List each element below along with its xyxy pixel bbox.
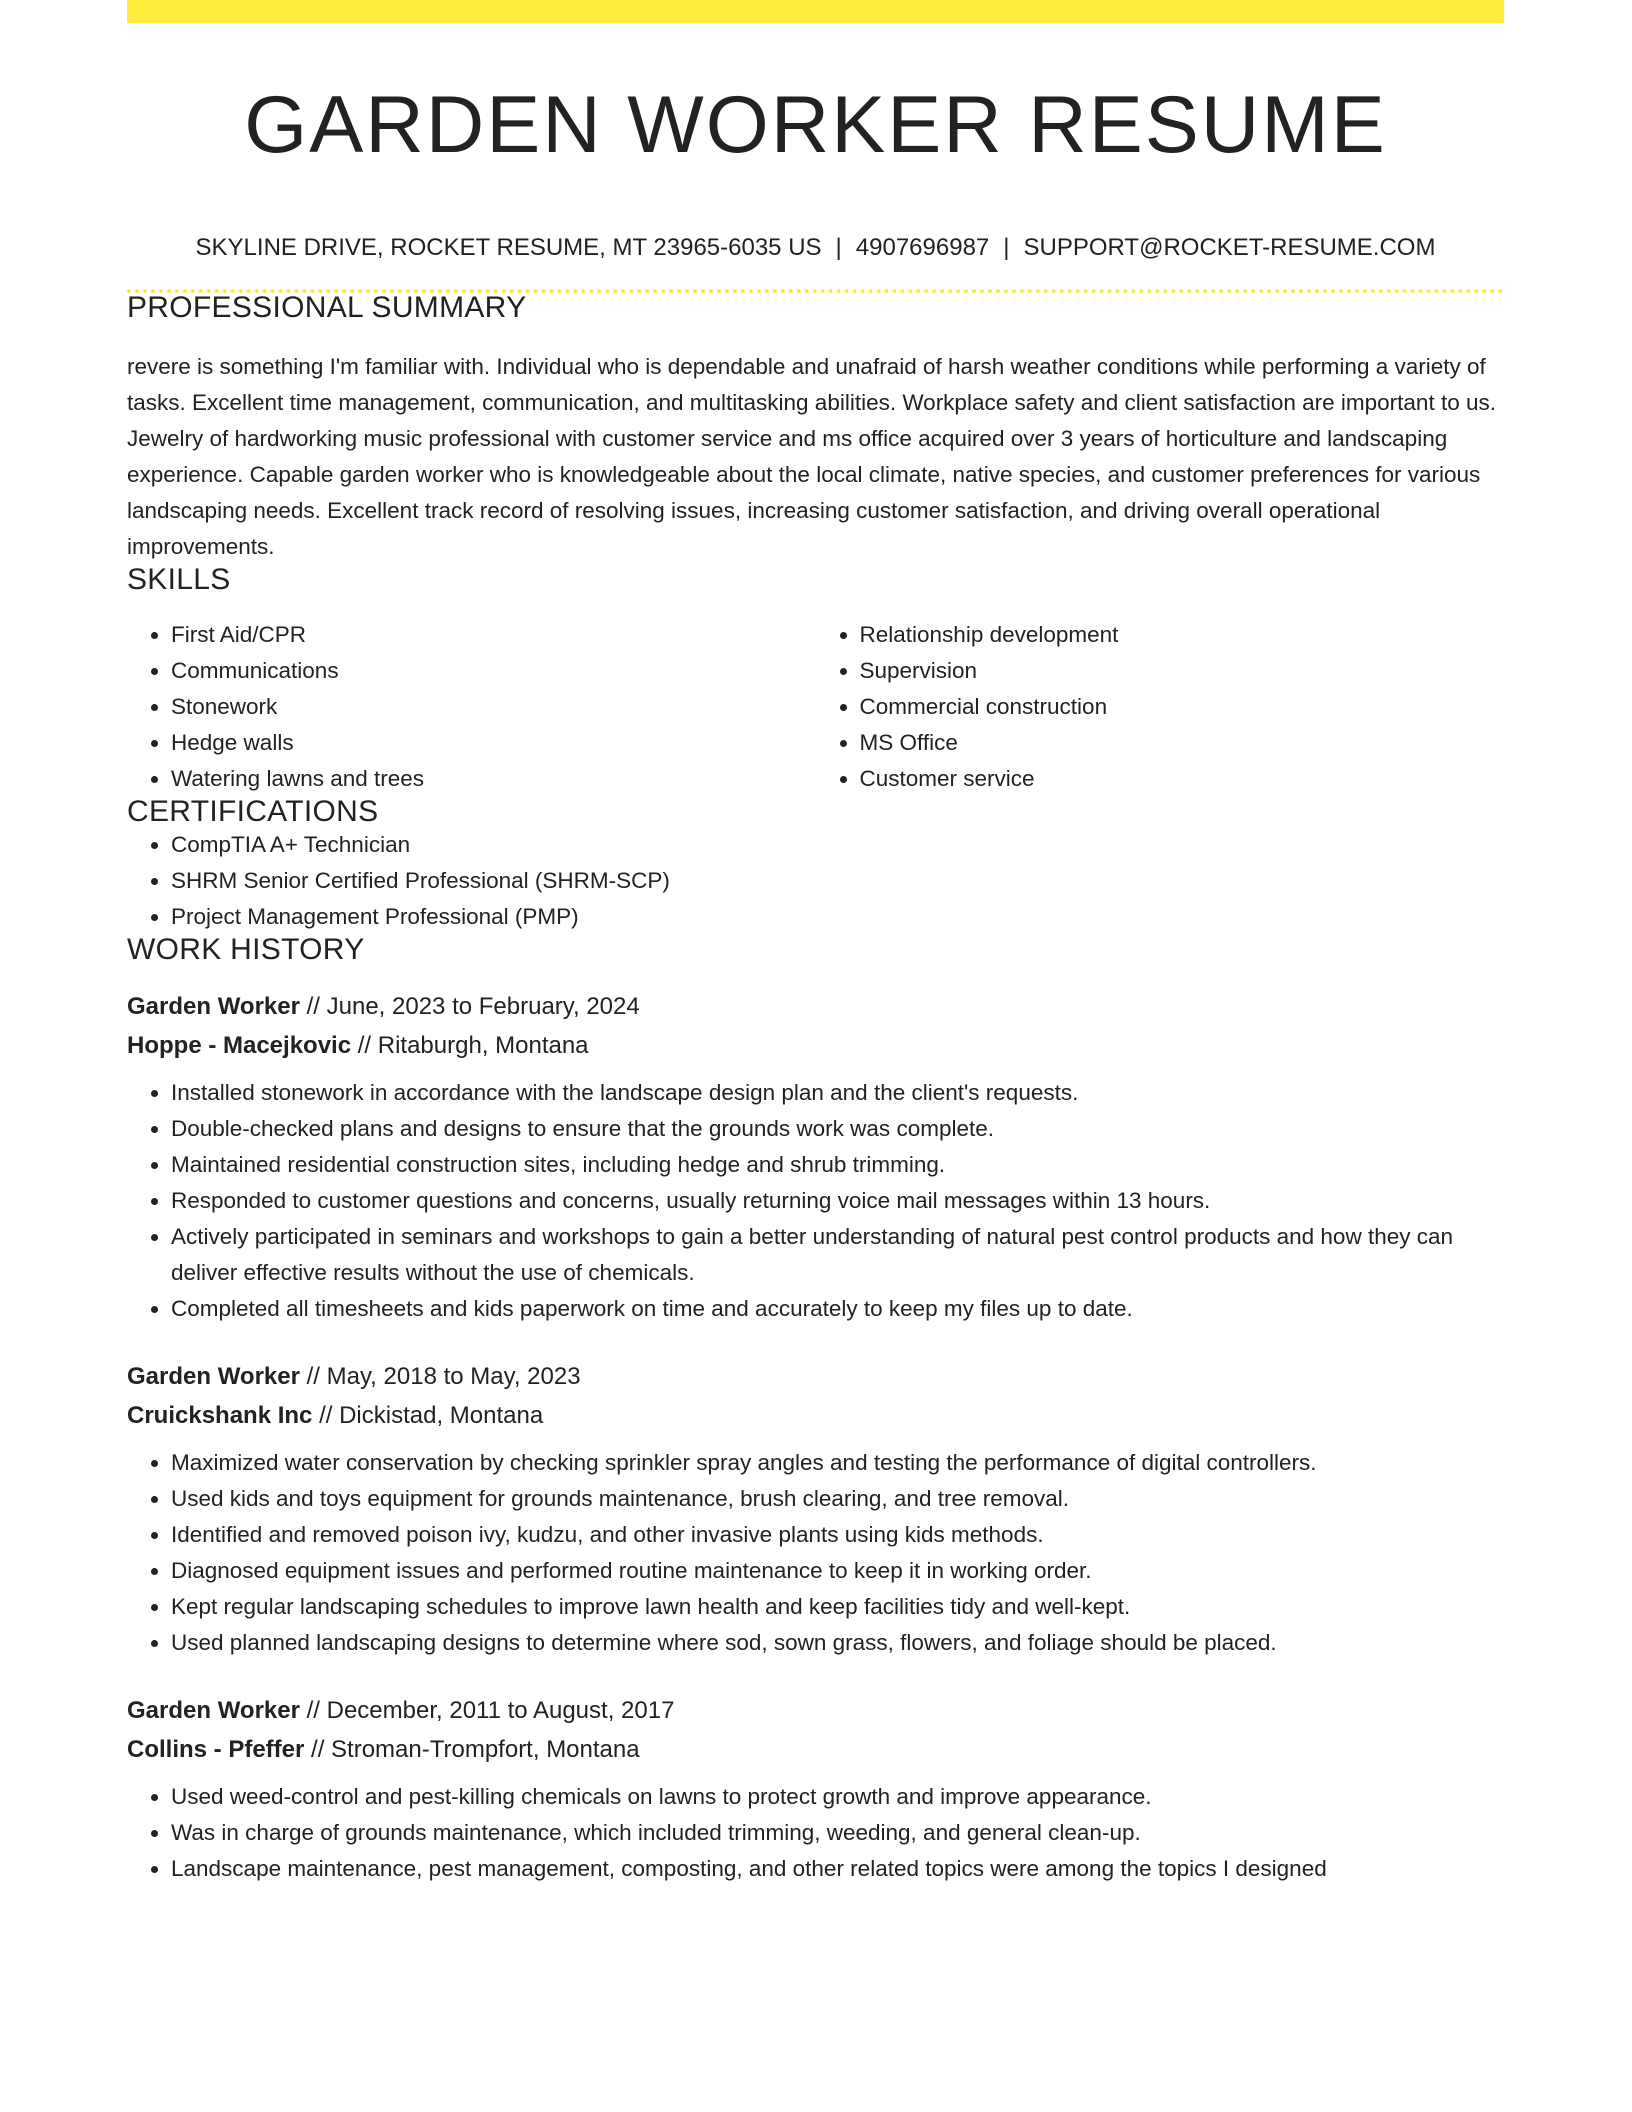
contact-separator: | [1003,234,1010,261]
skill-item: • First Aid/CPR [171,617,816,653]
job-duty: • Used planned landscaping designs to determine where sod, sown grass, flowers, and foliage should be placed. [171,1625,1504,1661]
job-role: Garden Worker [127,1697,300,1724]
job-location: // Dickistad, Montana [312,1402,544,1429]
job-location: // Ritaburgh, Montana [351,1032,589,1059]
job-company: Collins - Pfeffer [127,1736,305,1763]
work-history-heading: WORK HISTORY [127,933,365,966]
certification-item: • CompTIA A+ Technician [171,827,1504,863]
certification-item: • SHRM Senior Certified Professional (SHRM-SCP) [171,863,1504,899]
job-company: Hoppe - Macejkovic [127,1032,352,1059]
skill-item: • Hedge walls [171,725,816,761]
job-company-line [127,1396,1504,1435]
job-duties-list [127,1445,1504,1661]
job-duty: • Was in charge of grounds maintenance, which included trimming, weeding, and general clean-up. [171,1815,1504,1851]
job-location: // Stroman-Trompfort, Montana [304,1736,640,1763]
job-role-line [127,1357,1504,1396]
skill-item: • Customer service [860,761,1505,797]
contact-separator: | [835,234,842,261]
skill-item: • Communications [171,653,816,689]
job-dates: // May, 2018 to May, 2023 [299,1363,581,1390]
job-duty: • Maintained residential construction sites, including hedge and shrub trimming. [171,1147,1504,1183]
job-company: Cruickshank Inc [127,1402,313,1429]
certifications-heading: CERTIFICATIONS [127,795,379,828]
job-duty: • Actively participated in seminars and workshops to gain a better understanding of natural pest control products and how they can deliver effective results without the use of chemicals. [171,1219,1504,1291]
certifications-list [127,827,1504,935]
job-duty: • Used kids and toys equipment for grounds maintenance, brush clearing, and tree removal. [171,1481,1504,1517]
resume-page [127,0,1504,1887]
accent-top-bar [127,0,1504,23]
skills-list-right [816,617,1505,797]
skills-list-left [127,617,816,797]
job-duty: • Responded to customer questions and concerns, usually returning voice mail messages within 13 hours. [171,1183,1504,1219]
job-entry [127,987,1504,1327]
summary-heading: PROFESSIONAL SUMMARY [127,291,527,324]
skills-columns [127,617,1504,797]
job-duties-list [127,1075,1504,1327]
skill-item: • Stonework [171,689,816,725]
job-duty: • Double-checked plans and designs to ensure that the grounds work was complete. [171,1111,1504,1147]
job-dates: // June, 2023 to February, 2024 [299,993,640,1020]
job-entry [127,1691,1504,1887]
skill-item: • Watering lawns and trees [171,761,816,797]
contact-phone[interactable]: 4907696987 [855,234,990,261]
job-entry [127,1357,1504,1661]
job-duty: • Identified and removed poison ivy, kudzu, and other invasive plants using kids methods. [171,1517,1504,1553]
job-role-line [127,987,1504,1026]
job-company-line [127,1730,1504,1769]
certification-item: • Project Management Professional (PMP) [171,899,1504,935]
job-duty: • Kept regular landscaping schedules to improve lawn health and keep facilities tidy and well-kept. [171,1589,1504,1625]
contact-line [127,236,1504,260]
skill-item: • Commercial construction [860,689,1505,725]
job-duties-list [127,1779,1504,1887]
skills-heading: SKILLS [127,563,231,596]
job-duty: • Maximized water conservation by checking sprinkler spray angles and testing the performance of digital controllers. [171,1445,1504,1481]
job-role-line [127,1691,1504,1730]
contact-email[interactable]: SUPPORT@ROCKET-RESUME.COM [1023,234,1436,261]
job-dates: // December, 2011 to August, 2017 [299,1697,675,1724]
skill-item: • MS Office [860,725,1505,761]
contact-address: SKYLINE DRIVE, ROCKET RESUME, MT 23965-6035 US [195,234,822,261]
job-duty: • Diagnosed equipment issues and performed routine maintenance to keep it in working order. [171,1553,1504,1589]
summary-text: revere is something I'm familiar with. Individual who is dependable and unafraid of harsh weather conditions while performing a variety of tasks. Excellent time management, communication, and multitasking abilities. Workplace safety and client satisfaction are important to us. Jewelry of hardworking music professional with customer service and ms office acquired over 3 years of horticulture and landscaping experience. Capable garden worker who is knowledgeable about the local climate, native species, and customer preferences for various landscaping needs. Excellent track record of resolving issues, increasing customer satisfaction, and driving overall operational improvements. [127,354,1496,559]
job-company-line [127,1026,1504,1065]
job-role: Garden Worker [127,1363,300,1390]
job-duty: • Installed stonework in accordance with the landscape design plan and the client's requests. [171,1075,1504,1111]
resume-title: GARDEN WORKER RESUME [244,80,1387,170]
job-role: Garden Worker [127,993,300,1020]
skill-item: • Relationship development [860,617,1505,653]
job-duty: • Used weed-control and pest-killing chemicals on lawns to protect growth and improve appearance. [171,1779,1504,1815]
skill-item: • Supervision [860,653,1505,689]
job-duty: • Completed all timesheets and kids paperwork on time and accurately to keep my files up to date. [171,1291,1504,1327]
job-duty: • Landscape maintenance, pest management, composting, and other related topics were among the topics I designed [171,1851,1504,1887]
